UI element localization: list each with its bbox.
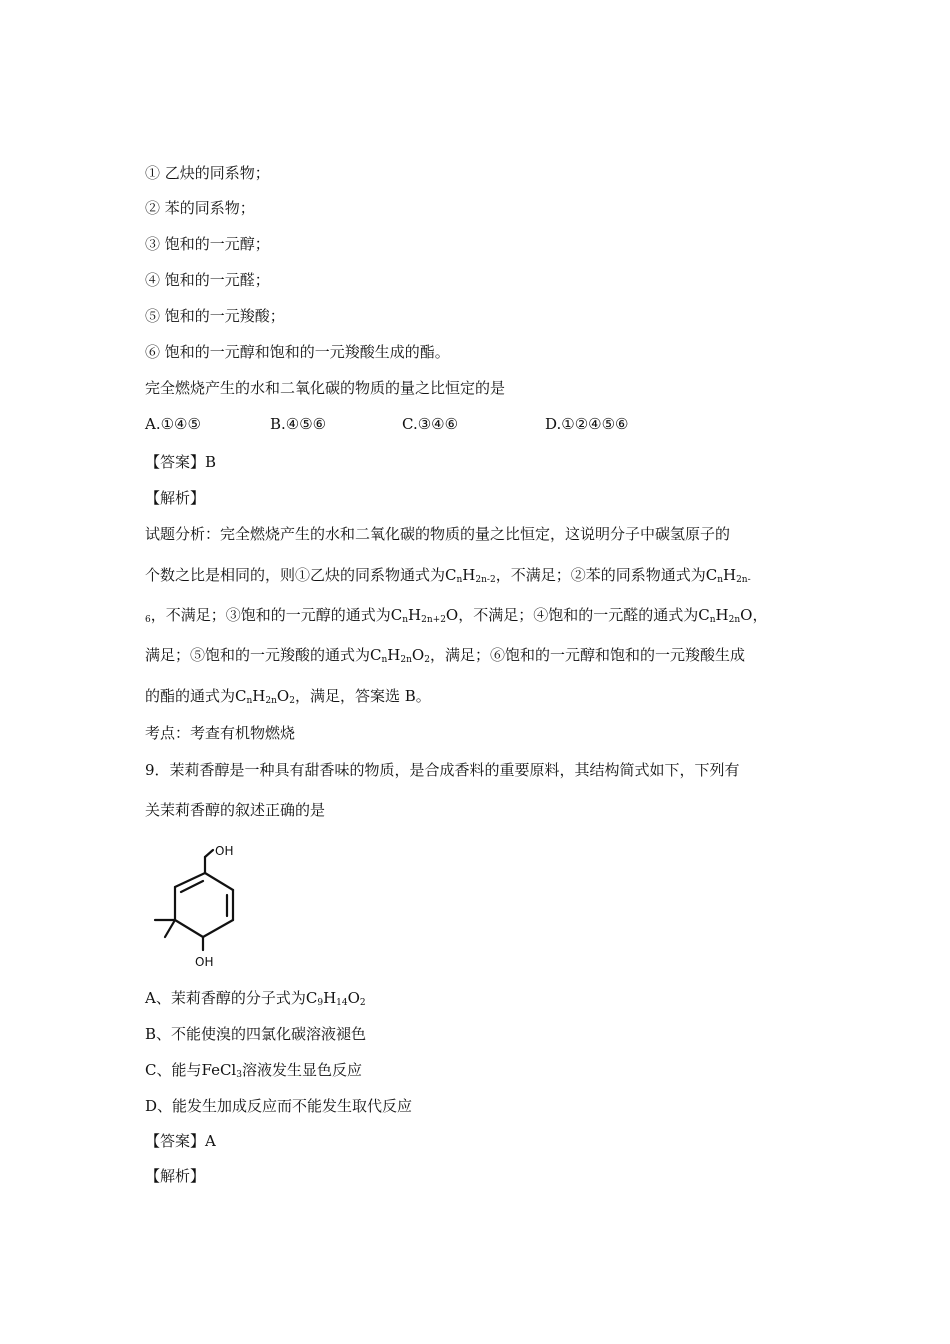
item-5: ⑤ 饱和的一元羧酸； bbox=[145, 307, 285, 325]
item-4: ④ 饱和的一元醛； bbox=[145, 271, 270, 289]
ring-bond-4 bbox=[203, 920, 233, 937]
formula-aldehyde: $C_nH_{2n}O$， bbox=[698, 606, 768, 625]
q9-answer: 【答案】A bbox=[145, 1132, 216, 1150]
jasmine-alcohol-structure bbox=[145, 840, 255, 970]
q8-option-b: B.④⑤⑥ bbox=[270, 415, 327, 433]
q8-option-a: A.①④⑤ bbox=[145, 415, 201, 433]
formula-alkyne: $C_nH_{2n-2}$ bbox=[445, 566, 496, 585]
q8-analysis-line-2: 个数之比是相同的，则①乙炔的同系物通式为$C_nH_{2n-2}$，不满足；②苯的同系物通式为$C_nH_{2n-}$ bbox=[145, 566, 751, 585]
q8-answer: 【答案】B bbox=[145, 453, 217, 471]
q8-point: 考点：考查有机物燃烧 bbox=[145, 724, 296, 742]
item-3: ③ 饱和的一元醇； bbox=[145, 235, 270, 253]
formula-ester: $C_nH_{2n}O_2$ bbox=[235, 687, 295, 706]
q9-stem-line-2: 关茉莉香醇的叙述正确的是 bbox=[145, 801, 326, 819]
formula-alcohol: $C_nH_{2n+2}O$ bbox=[390, 606, 459, 625]
q9-option-b: B、不能使溴的四氯化碳溶液褪色 bbox=[145, 1025, 367, 1043]
q9-option-a: A、茉莉香醇的分子式为$C_9H_{14}O_2$ bbox=[145, 989, 366, 1008]
item-6: ⑥ 饱和的一元醇和饱和的一元羧酸生成的酯。 bbox=[145, 343, 450, 361]
q9-option-c: C、能与FeCl$_3$溶液发生显色反应 bbox=[145, 1061, 362, 1080]
item-1: ① 乙炔的同系物； bbox=[145, 164, 270, 182]
ch2-oh-bond bbox=[205, 850, 213, 857]
oh-label-top: OH bbox=[215, 844, 234, 858]
item-2: ② 苯的同系物； bbox=[145, 199, 255, 217]
q9-analysis-label: 【解析】 bbox=[145, 1167, 206, 1185]
q9-stem-line-1: 9．茉莉香醇是一种具有甜香味的物质，是合成香料的重要原料，其结构简式如下，下列有 bbox=[145, 761, 740, 779]
oh-label-bottom: OH bbox=[195, 955, 214, 969]
formula-fecl3: FeCl$_3$ bbox=[201, 1061, 242, 1080]
formula-c9h14o2: $C_9H_{14}O_2$ bbox=[305, 989, 366, 1008]
q9-option-d: D、能发生加成反应而不能发生取代反应 bbox=[145, 1097, 413, 1115]
q8-analysis-line-3: $_6$，不满足；③饱和的一元醇的通式为$C_nH_{2n+2}O$，不满足；④饱和的一元醛的通式为$C_nH_{2n}O$， bbox=[145, 606, 768, 625]
q8-analysis-label: 【解析】 bbox=[145, 489, 206, 507]
q8-analysis-line-4: 满足；⑤饱和的一元羧酸的通式为$C_nH_{2n}O_2$，满足；⑥饱和的一元醇和饱和的一元羧酸生成 bbox=[145, 646, 745, 665]
q8-options bbox=[145, 414, 745, 434]
formula-benzene: $C_nH_{2n-}$ bbox=[705, 566, 751, 585]
q8-analysis-line-1: 试题分析：完全燃烧产生的水和二氧化碳的物质的量之比恒定，这说明分子中碳氢原子的 bbox=[145, 525, 731, 543]
formula-acid: $C_nH_{2n}O_2$ bbox=[370, 646, 430, 665]
q8-stem: 完全燃烧产生的水和二氧化碳的物质的量之比恒定的是 bbox=[145, 379, 506, 397]
ring-bond-1 bbox=[175, 873, 205, 887]
methyl-bond-2 bbox=[165, 920, 175, 937]
ring-bond-5 bbox=[175, 920, 203, 937]
q8-option-c: C.③④⑥ bbox=[402, 415, 459, 433]
ring-bond-2 bbox=[205, 873, 233, 890]
q8-analysis-line-5: 的酯的通式为$C_nH_{2n}O_2$，满足，答案选 B。 bbox=[145, 687, 431, 706]
q8-option-d: D.①②④⑤⑥ bbox=[545, 415, 629, 433]
